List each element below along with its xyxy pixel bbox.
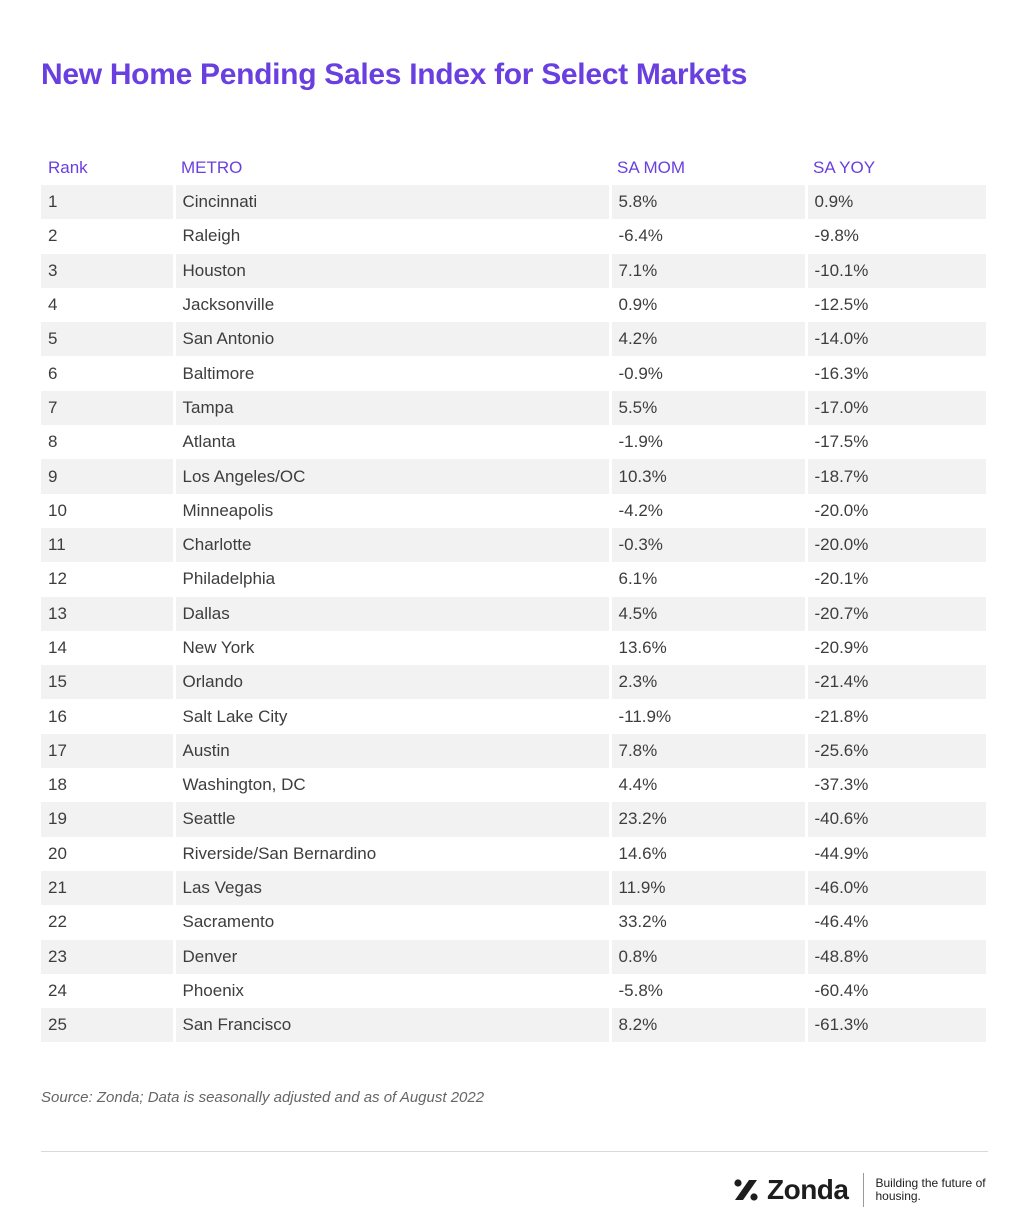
table-row (41, 597, 986, 631)
metro-cell: Raleigh (174, 219, 610, 253)
sa-mom-cell: 2.3% (610, 665, 806, 699)
sa-yoy-cell: -61.3% (806, 1008, 986, 1042)
sa-yoy-cell: 0.9% (806, 185, 986, 219)
sa-yoy-cell: -18.7% (806, 459, 986, 493)
table-row (41, 494, 986, 528)
metro-cell: Washington, DC (174, 768, 610, 802)
table-row (41, 185, 986, 219)
sa-mom-cell: -0.3% (610, 528, 806, 562)
brand-footer (733, 1172, 996, 1208)
sa-mom-cell: 4.4% (610, 768, 806, 802)
sa-mom-cell: 5.8% (610, 185, 806, 219)
rank-cell: 17 (41, 734, 174, 768)
sa-yoy-cell: -60.4% (806, 974, 986, 1008)
column-header-rank: Rank (48, 157, 88, 177)
metro-cell: Sacramento (174, 905, 610, 939)
sa-mom-cell: 8.2% (610, 1008, 806, 1042)
sa-yoy-cell: -25.6% (806, 734, 986, 768)
brand-name: Zonda (767, 1174, 849, 1205)
sa-yoy-cell: -9.8% (806, 219, 986, 253)
table-row (41, 699, 986, 733)
sa-yoy-cell: -20.0% (806, 528, 986, 562)
rank-cell: 4 (41, 288, 174, 322)
metro-cell: Charlotte (174, 528, 610, 562)
sa-yoy-cell: -14.0% (806, 322, 986, 356)
table-row (41, 734, 986, 768)
table-row (41, 254, 986, 288)
rank-cell: 3 (41, 254, 174, 288)
metro-cell: Las Vegas (174, 871, 610, 905)
rank-cell: 21 (41, 871, 174, 905)
table-row (41, 665, 986, 699)
sa-mom-cell: -11.9% (610, 699, 806, 733)
table-row (41, 391, 986, 425)
rank-cell: 25 (41, 1008, 174, 1042)
rank-cell: 10 (41, 494, 174, 528)
sa-mom-cell: -5.8% (610, 974, 806, 1008)
metro-cell: Los Angeles/OC (174, 459, 610, 493)
rank-cell: 19 (41, 802, 174, 836)
table-row (41, 837, 986, 871)
metro-cell: San Francisco (174, 1008, 610, 1042)
footer-divider (41, 1151, 988, 1152)
zonda-logo-icon (733, 1177, 759, 1203)
table-row (41, 562, 986, 596)
rank-cell: 6 (41, 356, 174, 390)
sa-yoy-cell: -17.5% (806, 425, 986, 459)
metro-cell: Dallas (174, 597, 610, 631)
rank-cell: 7 (41, 391, 174, 425)
sa-yoy-cell: -46.0% (806, 871, 986, 905)
sa-yoy-cell: -21.8% (806, 699, 986, 733)
sa-yoy-cell: -17.0% (806, 391, 986, 425)
sa-mom-cell: 10.3% (610, 459, 806, 493)
table-row (41, 1008, 986, 1042)
metro-cell: Minneapolis (174, 494, 610, 528)
table-row (41, 905, 986, 939)
metro-cell: Denver (174, 940, 610, 974)
sa-mom-cell: 13.6% (610, 631, 806, 665)
metro-cell: New York (174, 631, 610, 665)
column-header-metro: METRO (181, 157, 243, 177)
metro-cell: Austin (174, 734, 610, 768)
metro-cell: Riverside/San Bernardino (174, 837, 610, 871)
rank-cell: 2 (41, 219, 174, 253)
metro-cell: Seattle (174, 802, 610, 836)
rank-cell: 15 (41, 665, 174, 699)
sa-yoy-cell: -21.4% (806, 665, 986, 699)
table-row (41, 802, 986, 836)
table-row (41, 425, 986, 459)
table-row (41, 631, 986, 665)
table-row (41, 871, 986, 905)
table-row (41, 322, 986, 356)
metro-cell: Cincinnati (174, 185, 610, 219)
sa-yoy-cell: -12.5% (806, 288, 986, 322)
sa-mom-cell: 33.2% (610, 905, 806, 939)
column-header-sa-yoy: SA YOY (813, 157, 876, 177)
metro-cell: Baltimore (174, 356, 610, 390)
sa-yoy-cell: -16.3% (806, 356, 986, 390)
sa-yoy-cell: -20.0% (806, 494, 986, 528)
sa-mom-cell: -0.9% (610, 356, 806, 390)
metro-cell: Atlanta (174, 425, 610, 459)
metro-cell: Phoenix (174, 974, 610, 1008)
sa-mom-cell: 0.9% (610, 288, 806, 322)
brand-tagline: Building the future of housing. (875, 1176, 986, 1203)
brand-separator (863, 1173, 864, 1207)
rank-cell: 20 (41, 837, 174, 871)
sa-mom-cell: 7.1% (610, 254, 806, 288)
metro-cell: Salt Lake City (174, 699, 610, 733)
rank-cell: 24 (41, 974, 174, 1008)
rank-cell: 22 (41, 905, 174, 939)
rank-cell: 9 (41, 459, 174, 493)
sa-mom-cell: 0.8% (610, 940, 806, 974)
table-row (41, 288, 986, 322)
sa-mom-cell: -1.9% (610, 425, 806, 459)
rank-cell: 12 (41, 562, 174, 596)
metro-cell: Tampa (174, 391, 610, 425)
metro-cell: Jacksonville (174, 288, 610, 322)
sa-yoy-cell: -48.8% (806, 940, 986, 974)
sa-mom-cell: 6.1% (610, 562, 806, 596)
source-note: Source: Zonda; Data is seasonally adjusted and as of August 2022 (41, 1089, 485, 1106)
rank-cell: 23 (41, 940, 174, 974)
sa-yoy-cell: -46.4% (806, 905, 986, 939)
rank-cell: 1 (41, 185, 174, 219)
table-row (41, 528, 986, 562)
sa-yoy-cell: -10.1% (806, 254, 986, 288)
sa-mom-cell: -6.4% (610, 219, 806, 253)
rank-cell: 11 (41, 528, 174, 562)
table-row (41, 768, 986, 802)
sa-yoy-cell: -40.6% (806, 802, 986, 836)
table-row (41, 974, 986, 1008)
table-header-row (41, 150, 986, 185)
pending-sales-table (41, 150, 986, 1042)
table-row (41, 219, 986, 253)
sa-yoy-cell: -20.1% (806, 562, 986, 596)
rank-cell: 5 (41, 322, 174, 356)
sa-mom-cell: 7.8% (610, 734, 806, 768)
table-row (41, 459, 986, 493)
rank-cell: 8 (41, 425, 174, 459)
sa-mom-cell: 14.6% (610, 837, 806, 871)
sa-mom-cell: -4.2% (610, 494, 806, 528)
sa-mom-cell: 5.5% (610, 391, 806, 425)
rank-cell: 18 (41, 768, 174, 802)
sa-mom-cell: 4.2% (610, 322, 806, 356)
sa-yoy-cell: -44.9% (806, 837, 986, 871)
table-row (41, 356, 986, 390)
sa-mom-cell: 23.2% (610, 802, 806, 836)
metro-cell: Orlando (174, 665, 610, 699)
rank-cell: 16 (41, 699, 174, 733)
metro-cell: Houston (174, 254, 610, 288)
sa-yoy-cell: -20.9% (806, 631, 986, 665)
sa-mom-cell: 4.5% (610, 597, 806, 631)
table-body (41, 185, 986, 1042)
rank-cell: 13 (41, 597, 174, 631)
sa-mom-cell: 11.9% (610, 871, 806, 905)
rank-cell: 14 (41, 631, 174, 665)
sa-yoy-cell: -37.3% (806, 768, 986, 802)
table-row (41, 940, 986, 974)
metro-cell: Philadelphia (174, 562, 610, 596)
metro-cell: San Antonio (174, 322, 610, 356)
column-header-sa-mom: SA MOM (617, 157, 686, 177)
sa-yoy-cell: -20.7% (806, 597, 986, 631)
page-title: New Home Pending Sales Index for Select Markets (41, 58, 748, 91)
